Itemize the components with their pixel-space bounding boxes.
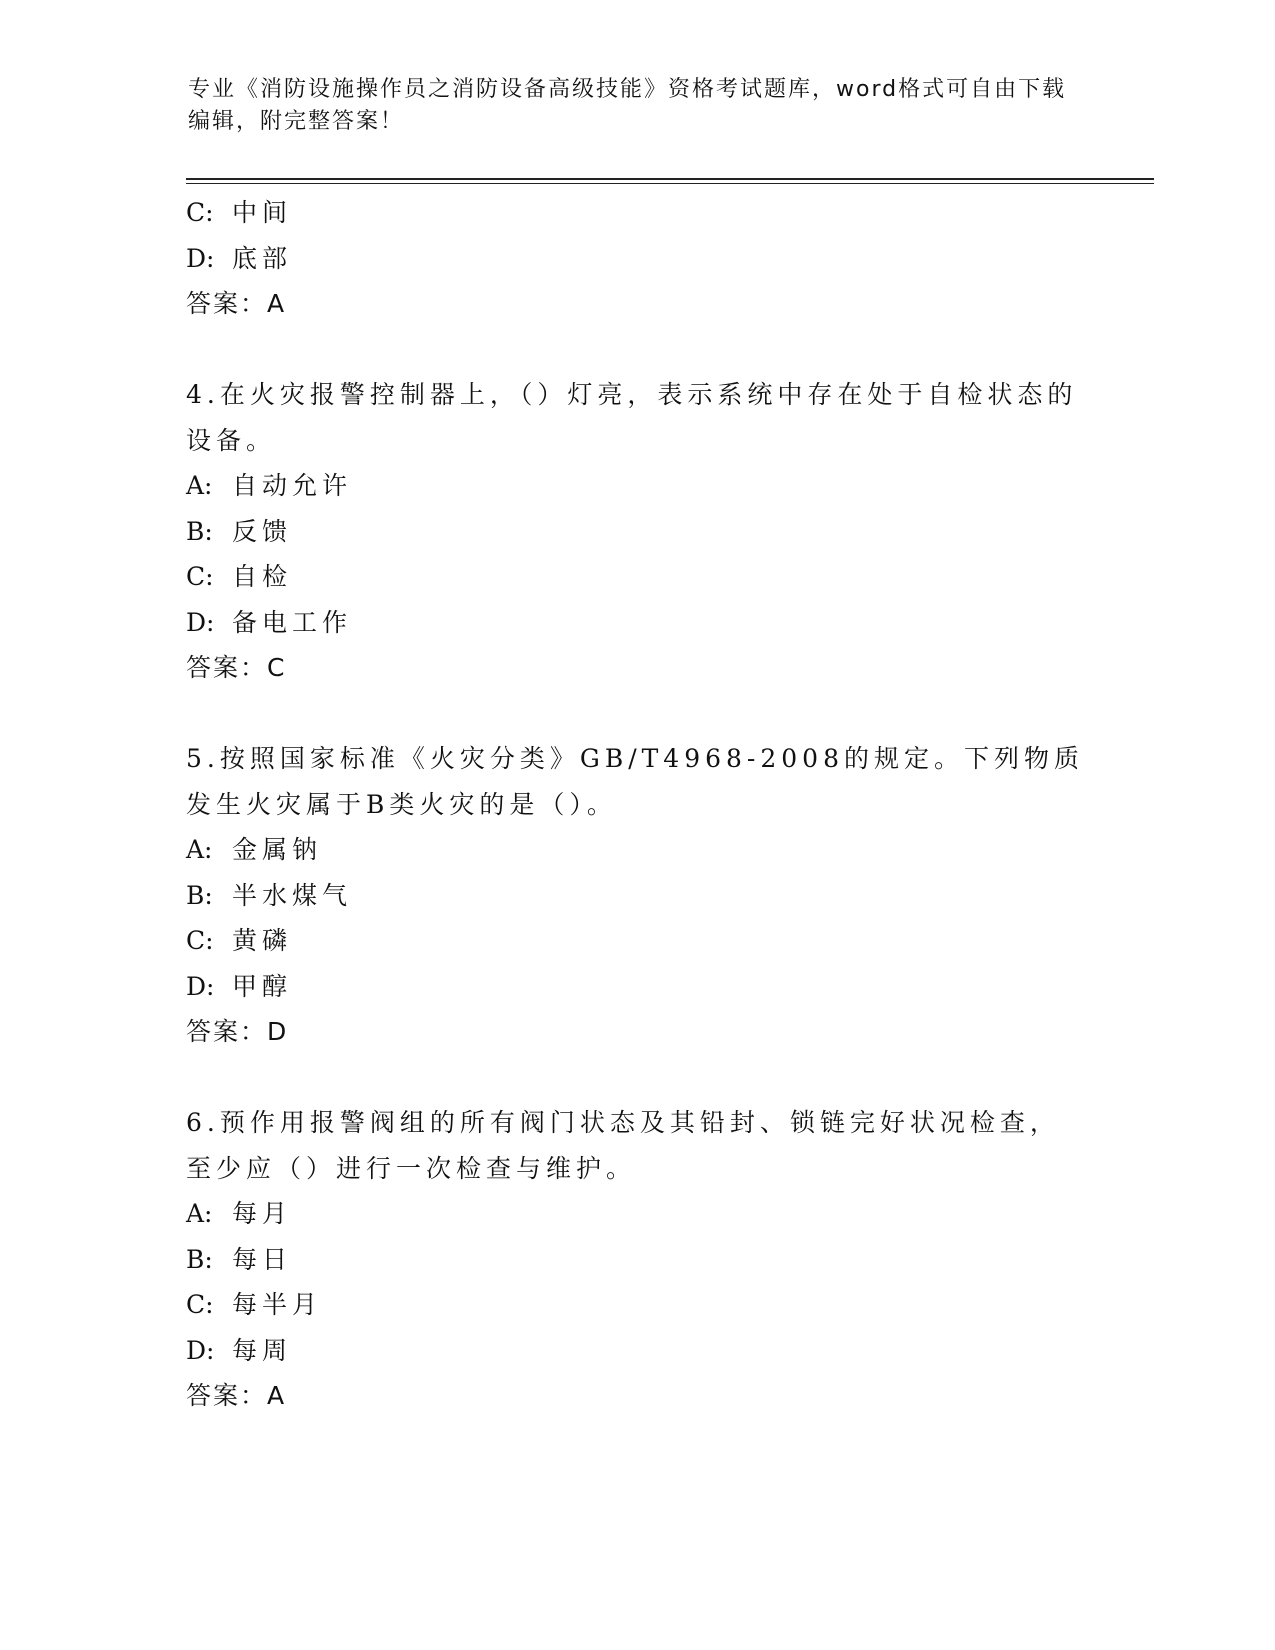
header-divider-thin — [186, 183, 1154, 184]
option-key: D: — [186, 971, 215, 1001]
option-b — [186, 1237, 1086, 1283]
question-number: 4. — [186, 380, 220, 409]
option-text: 中间 — [232, 198, 293, 227]
option-c — [186, 918, 1086, 964]
option-text: 自检 — [232, 562, 293, 591]
option-text: 反馈 — [232, 516, 293, 546]
option-a — [186, 463, 1086, 509]
option-key: C: — [186, 1290, 214, 1319]
option-c — [186, 1282, 1086, 1328]
option-b — [186, 509, 1086, 555]
option-key: B: — [186, 880, 213, 910]
option-key: B: — [186, 1244, 213, 1274]
spacer — [186, 1055, 1086, 1101]
spacer — [186, 327, 1086, 373]
question-6 — [186, 1100, 1086, 1191]
question-number: 5. — [186, 744, 220, 773]
option-d — [186, 236, 1086, 282]
option-key: C: — [186, 198, 214, 227]
answer-line: 答案：C — [186, 653, 287, 682]
question-number: 6. — [186, 1108, 220, 1137]
option-d — [186, 600, 1086, 646]
answer-line: 答案：A — [186, 1381, 287, 1410]
spacer — [186, 691, 1086, 737]
option-a — [186, 1191, 1086, 1237]
answer-line: 答案：D — [186, 1017, 289, 1046]
document-header: 专业《消防设施操作员之消防设备高级技能》资格考试题库，word格式可自由下载编辑，附完整答案！ — [188, 77, 1067, 134]
question-text: 预作用报警阀组的所有阀门状态及其铅封、锁链完好状况检查，至少应（）进行一次检查与维护。 — [186, 1108, 1060, 1183]
option-key: A: — [186, 471, 213, 500]
answer-line: 答案：A — [186, 289, 287, 318]
option-text: 每周 — [232, 1335, 293, 1365]
option-key: D: — [186, 243, 215, 273]
option-c — [186, 554, 1086, 600]
option-text: 半水煤气 — [232, 880, 353, 910]
option-d — [186, 964, 1086, 1010]
option-a — [186, 827, 1086, 873]
option-text: 黄磷 — [232, 926, 293, 955]
option-text: 甲醇 — [232, 971, 293, 1001]
option-text: 每月 — [232, 1199, 293, 1228]
option-key: D: — [186, 607, 215, 637]
option-key: A: — [186, 1199, 213, 1228]
option-text: 每半月 — [232, 1290, 323, 1319]
question-text: 按照国家标准《火灾分类》GB/T4968-2008的规定。下列物质发生火灾属于B类火灾的是（）。 — [186, 744, 1084, 819]
option-text: 金属钠 — [232, 835, 323, 864]
option-text: 底部 — [232, 243, 293, 273]
option-d — [186, 1328, 1086, 1374]
option-b — [186, 873, 1086, 919]
question-4 — [186, 372, 1086, 463]
option-key: D: — [186, 1335, 215, 1365]
header-divider-thick — [186, 178, 1154, 180]
option-key: C: — [186, 562, 214, 591]
option-c — [186, 190, 1086, 236]
option-key: A: — [186, 835, 213, 864]
option-text: 备电工作 — [232, 607, 353, 637]
option-key: B: — [186, 516, 213, 546]
question-list — [186, 190, 1086, 1419]
option-key: C: — [186, 926, 214, 955]
question-5 — [186, 736, 1086, 827]
option-text: 每日 — [232, 1244, 293, 1274]
question-text: 在火灾报警控制器上，（）灯亮，表示系统中存在处于自检状态的设备。 — [186, 380, 1078, 455]
option-text: 自动允许 — [232, 471, 353, 500]
